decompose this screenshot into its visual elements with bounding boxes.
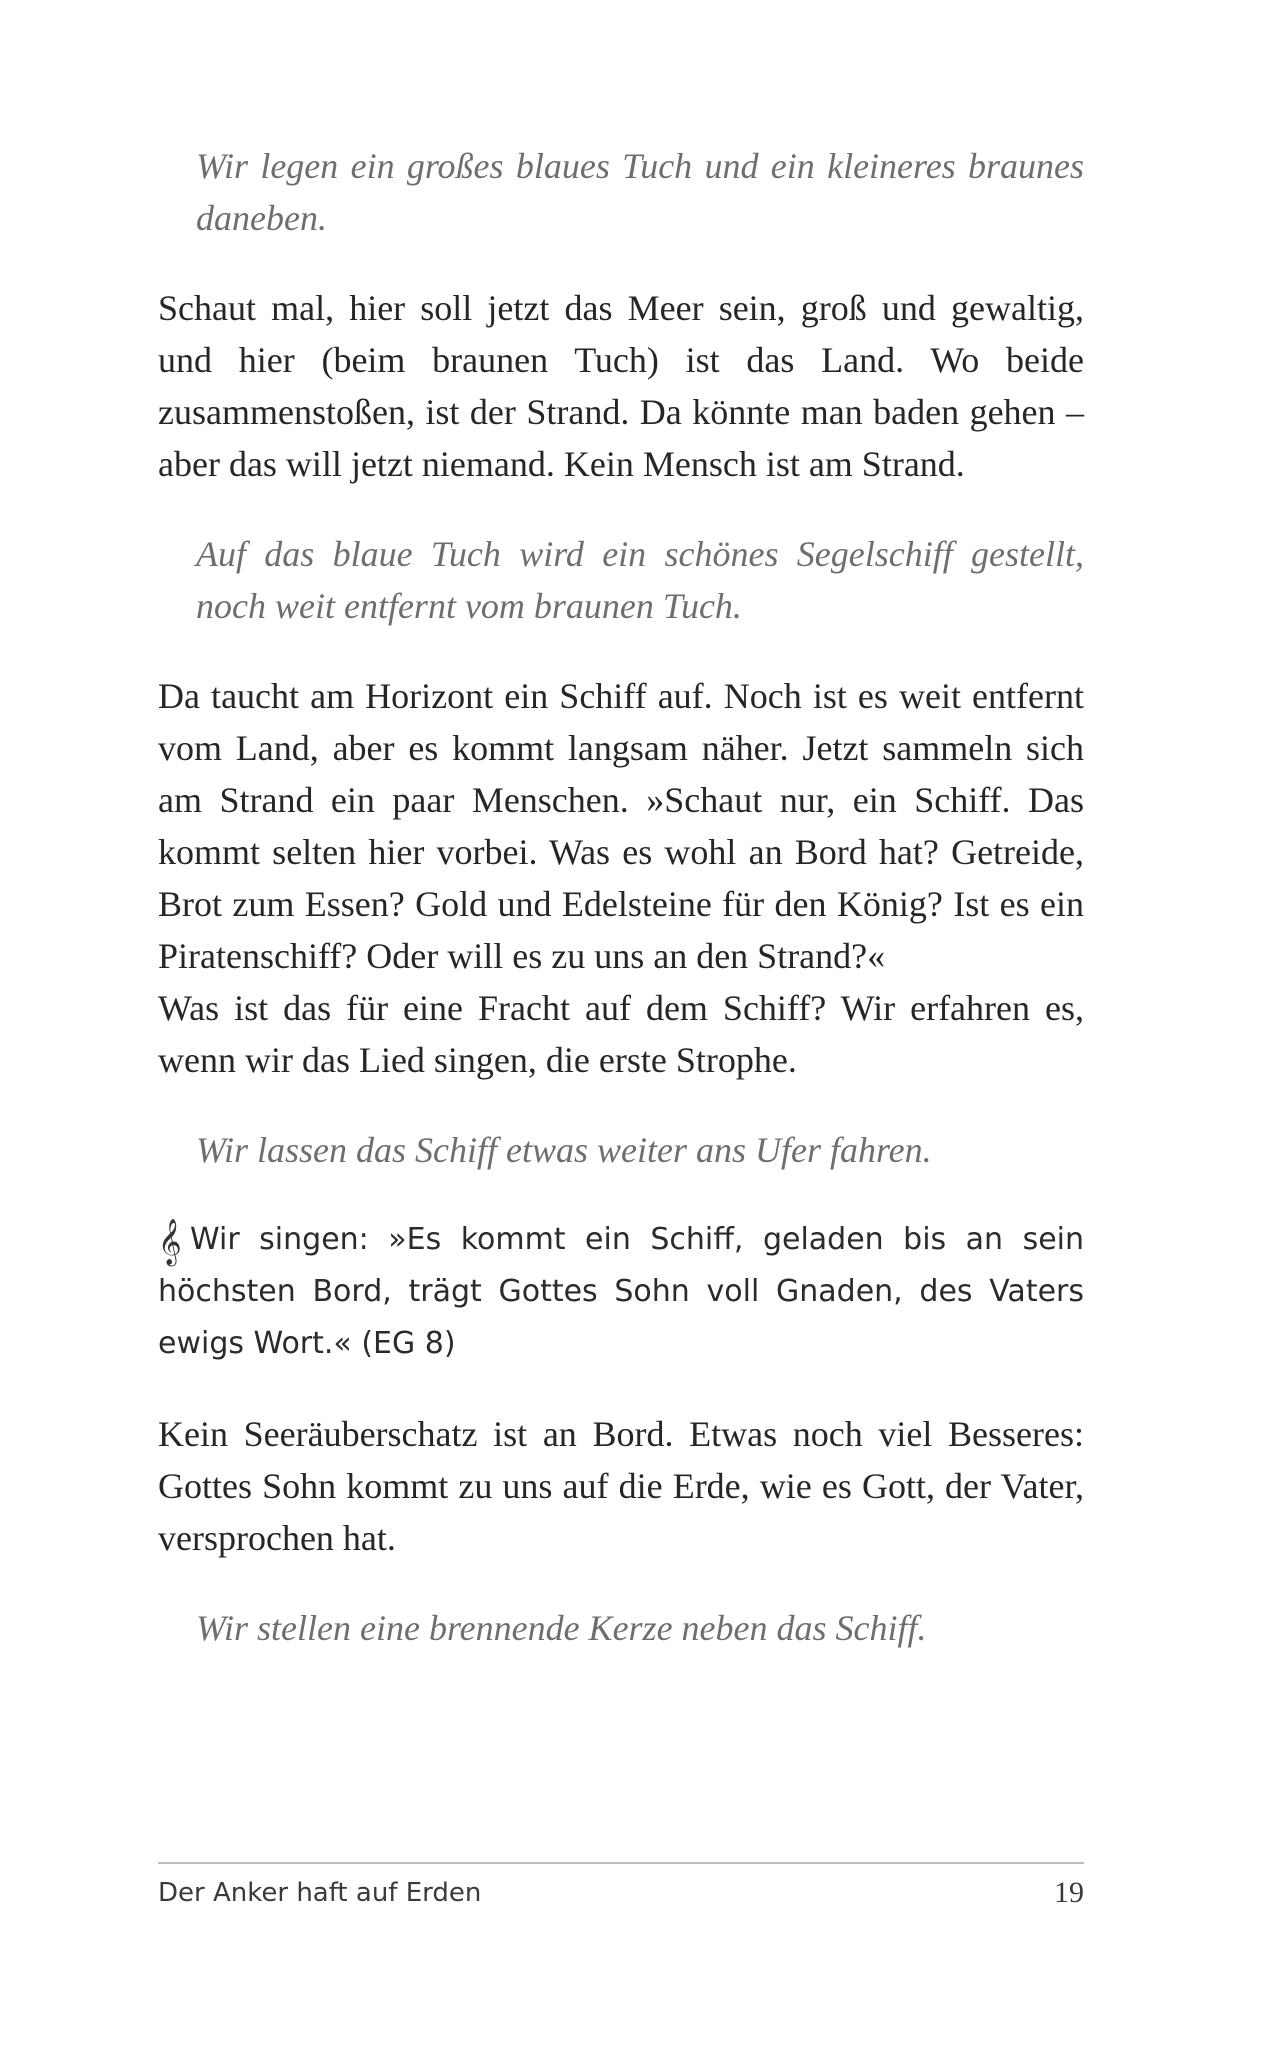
treble-clef-icon: 𝄞 — [158, 1219, 182, 1265]
page-body — [158, 140, 1084, 1654]
song-text: Wir singen: »Es kommt ein Schiff, geladen bis an sein höchsten Bord, trägt Gottes Sohn voll Gnaden, des Vaters ewigs Wort.« (EG 8) — [158, 1222, 1084, 1361]
footer-divider — [158, 1862, 1084, 1864]
stage-direction-ship-to-shore: Wir lassen das Schiff etwas weiter ans Ufer fahren. — [196, 1130, 932, 1170]
stage-direction-cloths: Wir legen ein großes blaues Tuch und ein kleineres braunes daneben. — [196, 146, 1084, 238]
stage-direction-candle: Wir stellen eine brennende Kerze neben das Schiff. — [196, 1608, 927, 1648]
narration-cargo-question: Was ist das für eine Fracht auf dem Schiff? Wir erfahren es, wenn wir das Lied singen, die erste Strophe. — [158, 988, 1084, 1080]
narration-treasure: Kein Seeräuberschatz ist an Bord. Etwas noch viel Besseres: Gottes Sohn kommt zu uns auf die Erde, wie es Gott, der Vater, versprochen hat. — [158, 1414, 1084, 1558]
page-number: 19 — [1054, 1876, 1084, 1909]
stage-direction-sailing-ship: Auf das blaue Tuch wird ein schönes Segelschiff gestellt, noch weit entfernt vom braunen Tuch. — [196, 534, 1084, 626]
running-footer-title: Der Anker haft auf Erden — [158, 1878, 482, 1908]
narration-sea-and-land: Schaut mal, hier soll jetzt das Meer sein, groß und gewaltig, und hier (beim braunen Tuch) ist das Land. Wo beide zusammenstoßen, ist der Strand. Da könnte man baden gehen – aber das will jetzt niemand. Kein Mensch ist am Strand. — [158, 288, 1084, 484]
song-instruction — [158, 1214, 1084, 1370]
narration-ship-on-horizon: Da taucht am Horizont ein Schiff auf. Noch ist es weit entfernt vom Land, aber es kommt langsam näher. Jetzt sammeln sich am Strand ein paar Menschen. »Schaut nur, ein Schiff. Das kommt selten hier vorbei. Was es wohl an Bord hat? Getreide, Brot zum Essen? Gold und Edelsteine für den König? Ist es ein Piratenschiff? Oder will es zu uns an den Strand?« — [158, 676, 1084, 976]
